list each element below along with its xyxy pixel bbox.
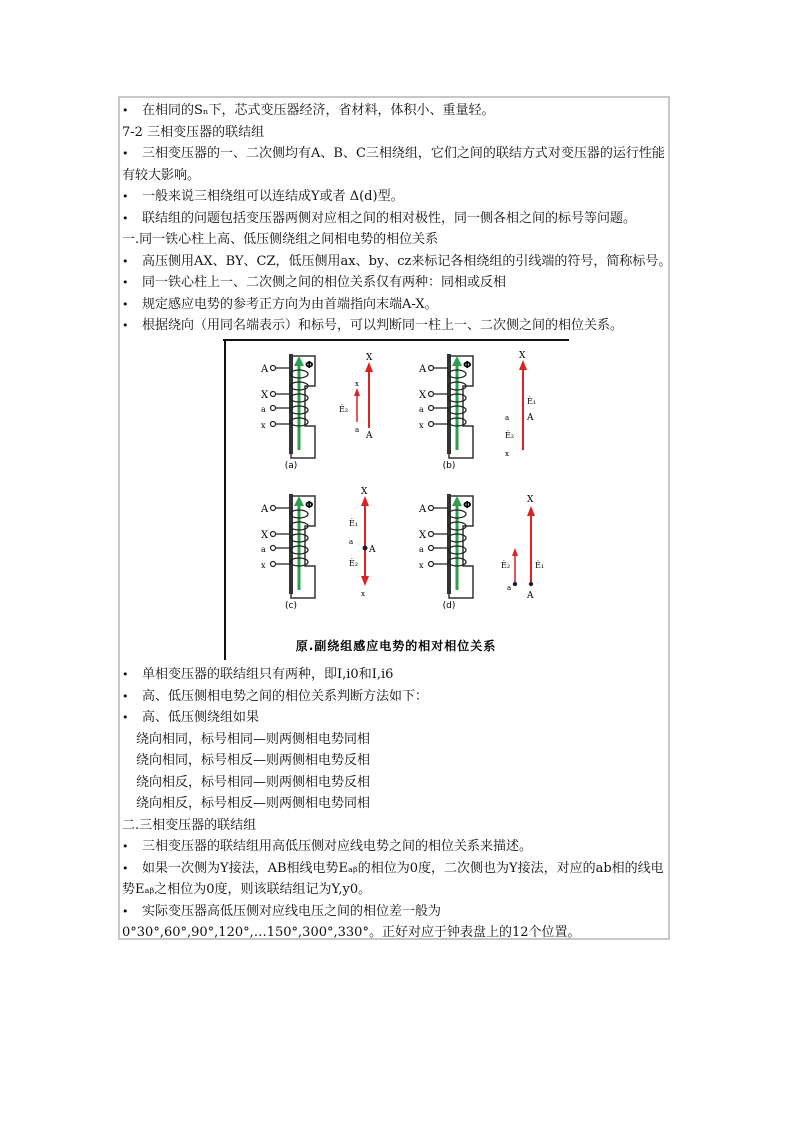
terminal-dot bbox=[429, 506, 434, 511]
emf-label: Ė₂ bbox=[505, 431, 515, 440]
terminal-dot bbox=[271, 532, 276, 537]
emf-arrowhead bbox=[519, 360, 527, 370]
terminal-dot bbox=[429, 562, 434, 567]
panel-label: (d) bbox=[442, 601, 456, 611]
bullet-item: • 如果一次侧为Y接法，AB相线电势Eₐᵦ的相位为0度，二次侧也为Y接法，对应的ab相的线电势Eₐᵦ之相位为0度，则该联结组记为Y,y0。 bbox=[122, 858, 668, 901]
terminal-label: a bbox=[419, 545, 424, 554]
flux-label: Φ bbox=[463, 360, 472, 371]
bullet-item: • 三相变压器的联结组用高低压侧对应线电势之间的相位关系来描述。 bbox=[122, 836, 668, 858]
bullet-item: • 高、低压侧绕组如果 bbox=[122, 707, 668, 729]
terminal-label: X bbox=[519, 351, 526, 361]
terminal-label: x bbox=[261, 421, 266, 430]
flux-label: Φ bbox=[305, 500, 314, 511]
text-line: 二.三相变压器的联结组 bbox=[122, 817, 257, 833]
text-line: 一.同一铁心柱上高、低压侧绕组之间相电势的相位关系 bbox=[122, 232, 439, 247]
terminal-label: a bbox=[507, 584, 512, 592]
panel-label: (b) bbox=[442, 461, 456, 471]
bullet-item: • 一般来说三相绕组可以连结成Y或者 Δ(d)型。 bbox=[122, 186, 668, 208]
bullet-item: • 联结组的问题包括变压器两侧对应相之间的相对极性，同一侧各相之间的标号等问题。 bbox=[122, 208, 668, 230]
core-limb bbox=[289, 354, 293, 454]
panel-label: (a) bbox=[284, 461, 298, 471]
terminal-dot bbox=[429, 366, 434, 371]
terminal-dot bbox=[271, 546, 276, 551]
text-line: 0°30°,60°,90°,120°,…150°,300°,330°。正好对应于钟表盘上的12个位置。 bbox=[122, 925, 581, 940]
junction-dot bbox=[513, 582, 517, 586]
terminal-label: X bbox=[527, 495, 534, 505]
flux-arrowhead bbox=[294, 356, 304, 366]
text-line: 绕向相反，标号相同—则两侧相电势反相 bbox=[136, 774, 371, 790]
bullet-item: • 实际变压器高低压侧对应线电压之间的相位差一般为 bbox=[122, 901, 668, 923]
figure-caption: 原.副绕组感应电势的相对相位关系 bbox=[295, 639, 497, 653]
bullet-item: • 三相变压器的一、二次侧均有A、B、C三相绕组，它们之间的联结方式对变压器的运行性能有较大影响。 bbox=[122, 143, 668, 186]
terminal-dot bbox=[271, 366, 276, 371]
terminal-label: x bbox=[355, 380, 359, 388]
terminal-label: x bbox=[261, 561, 266, 570]
flux-arrowhead bbox=[452, 496, 462, 506]
bullet-item: • 同一铁心柱上一、二次侧之间的相位关系仅有两种：同相或反相 bbox=[122, 272, 668, 294]
bullet-item: • 高、低压侧相电势之间的相位关系判断方法如下： bbox=[122, 686, 668, 708]
flux-label: Φ bbox=[463, 500, 472, 511]
core-limb bbox=[447, 354, 451, 454]
document-body-lower bbox=[122, 664, 668, 944]
terminal-dot bbox=[429, 392, 434, 397]
junction-dot bbox=[529, 582, 533, 586]
terminal-label: A bbox=[369, 545, 376, 555]
terminal-label: a bbox=[349, 538, 354, 546]
emf-arrowhead bbox=[354, 388, 360, 396]
terminal-dot bbox=[271, 422, 276, 427]
emf-arrowhead bbox=[512, 548, 518, 556]
terminal-label: x bbox=[419, 421, 424, 430]
terminal-label: A bbox=[527, 413, 534, 423]
bullet-item: • 在相同的Sₙ下，芯式变压器经济，省材料，体积小、重量轻。 bbox=[122, 100, 668, 122]
terminal-label: X bbox=[366, 353, 373, 363]
emf-arrowhead bbox=[365, 362, 373, 372]
terminal-label: X bbox=[361, 487, 368, 497]
winding-phase-figure bbox=[223, 338, 569, 660]
terminal-label: a bbox=[419, 405, 424, 414]
terminal-dot bbox=[271, 392, 276, 397]
terminal-label: a bbox=[505, 414, 510, 422]
terminal-label: x bbox=[361, 590, 365, 598]
core-limb bbox=[289, 494, 293, 594]
bullet-item: • 规定感应电势的参考正方向为由首端指向末端A-X。 bbox=[122, 294, 668, 316]
terminal-label: a bbox=[355, 426, 360, 434]
emf-label: Ė₂ bbox=[501, 561, 511, 570]
terminal-label: A bbox=[527, 591, 534, 601]
terminal-label: a bbox=[261, 545, 266, 554]
text-line: 绕向相反，标号相反—则两侧相电势同相 bbox=[136, 796, 371, 811]
text-block-top bbox=[122, 100, 672, 337]
terminal-dot bbox=[429, 546, 434, 551]
terminal-label: a bbox=[261, 405, 266, 414]
flux-arrowhead bbox=[452, 356, 462, 366]
terminal-label: x bbox=[505, 450, 509, 458]
text-block-bottom bbox=[122, 664, 668, 944]
terminal-dot bbox=[429, 532, 434, 537]
terminal-label: A bbox=[419, 504, 427, 515]
terminal-dot bbox=[429, 422, 434, 427]
terminal-dot bbox=[271, 562, 276, 567]
document-body bbox=[122, 100, 672, 337]
flux-arrowhead bbox=[294, 496, 304, 506]
terminal-label: A bbox=[261, 504, 269, 515]
terminal-label: A bbox=[419, 364, 427, 375]
terminal-label: X bbox=[419, 530, 427, 541]
text-line: 绕向相同，标号相同—则两侧相电势同相 bbox=[136, 731, 371, 747]
emf-label: Ė₂ bbox=[349, 559, 359, 568]
junction-dot bbox=[363, 546, 368, 551]
terminal-dot bbox=[271, 406, 276, 411]
emf-label: Ė₂ bbox=[339, 405, 349, 414]
emf-arrowhead bbox=[361, 576, 369, 586]
emf-label: Ė₁ bbox=[349, 519, 359, 528]
terminal-label: A bbox=[366, 431, 373, 441]
flux-label: Φ bbox=[305, 360, 314, 371]
emf-arrowhead bbox=[361, 496, 369, 506]
panel-label: (c) bbox=[285, 601, 297, 611]
terminal-label: X bbox=[261, 530, 269, 541]
core-limb bbox=[447, 494, 451, 594]
terminal-label: X bbox=[419, 390, 427, 401]
terminal-label: x bbox=[419, 561, 424, 570]
terminal-dot bbox=[429, 406, 434, 411]
terminal-label: X bbox=[261, 390, 269, 401]
emf-label: Ė₁ bbox=[527, 397, 537, 406]
emf-arrowhead bbox=[527, 506, 535, 516]
bullet-item: • 高压侧用AX、BY、CZ，低压侧用ax、by、cz来标记各相绕组的引线端的符号，简称标号。 bbox=[122, 251, 668, 273]
text-line: 7-2 三相变压器的联结组 bbox=[122, 124, 265, 140]
terminal-dot bbox=[271, 506, 276, 511]
bullet-item: • 根据绕向（用同名端表示）和标号，可以判断同一柱上一、二次侧之间的相位关系。 bbox=[122, 315, 668, 337]
emf-label: Ė₁ bbox=[535, 561, 545, 570]
terminal-label: A bbox=[261, 364, 269, 375]
bullet-item: • 单相变压器的联结组只有两种，即I,i0和I,i6 bbox=[122, 664, 668, 686]
text-line: 绕向相同，标号相反—则两侧相电势反相 bbox=[136, 753, 371, 768]
